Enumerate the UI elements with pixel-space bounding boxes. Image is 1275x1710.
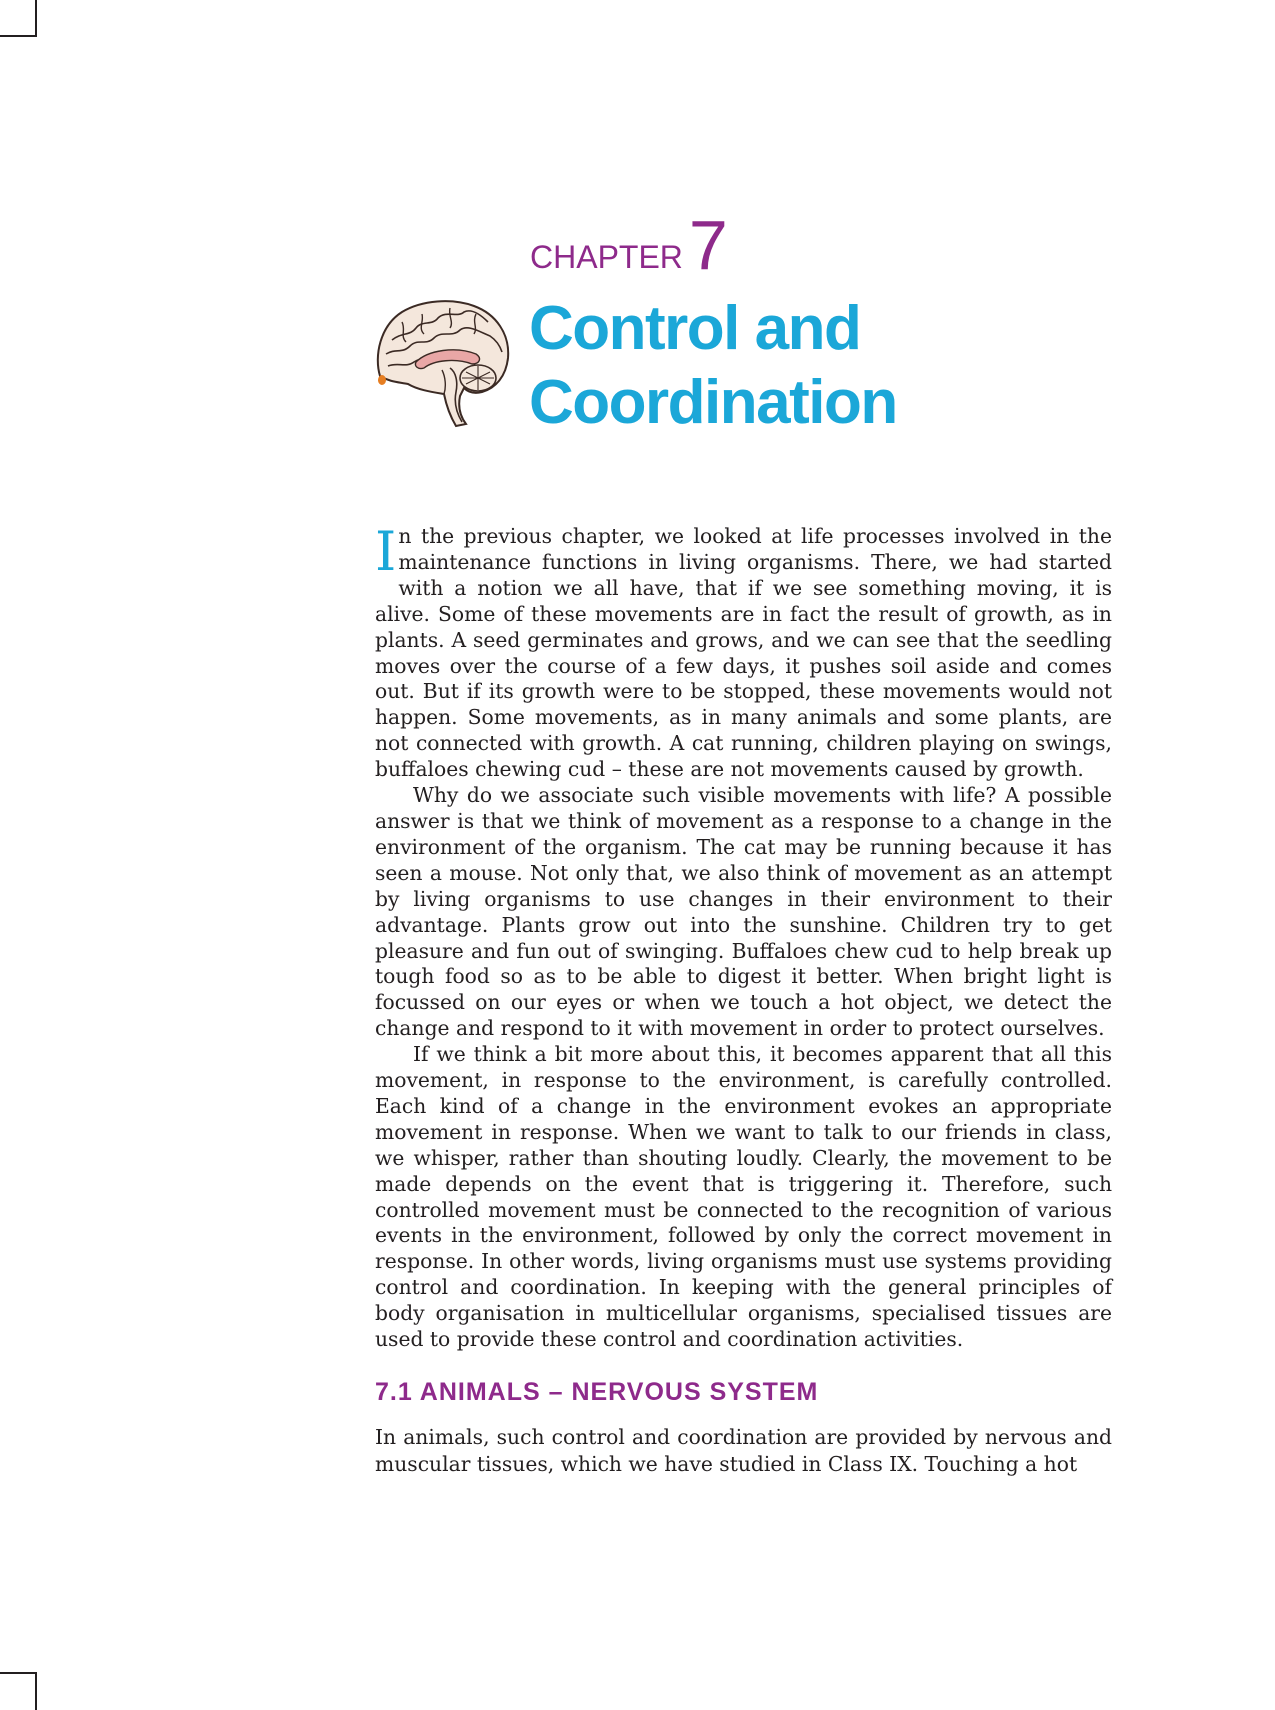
chapter-word: CHAPTER (530, 239, 683, 275)
chapter-title-line1: Control and (529, 294, 861, 363)
crop-mark-bottom (0, 1672, 37, 1710)
chapter-label (530, 206, 728, 284)
section-text: In animals, such control and coordination are provided by nervous and muscular tissues, which we have studied in Class IX. Touching a hot (375, 1425, 1112, 1476)
drop-cap: I (375, 520, 397, 583)
chapter-title-line2: Coordination (529, 368, 897, 437)
intro-text (375, 520, 1112, 1353)
chapter-title (529, 292, 897, 440)
brain-icon (372, 296, 512, 428)
intro-paragraph-2: Why do we associate such visible movements with life? A possible answer is that we think of movement as a response to a change in the environment of the organism. The cat may be running because it has seen a mouse. Not only that, we also think of movement as an attempt by living organisms to use changes in their environment to their advantage. Plants grow out into the sunshine. Children try to get pleasure and fun out of swinging. Buffaloes chew cud to help break up tough food so as to be able to digest it better. When bright light is focussed on our eyes or when we touch a hot object, we detect the change and respond to it with movement in order to protect ourselves. (375, 783, 1112, 1041)
section-heading: 7.1 ANIMALS – NERVOUS SYSTEM (375, 1378, 819, 1406)
chapter-number: 7 (688, 206, 728, 284)
intro-paragraph-1-text: n the previous chapter, we looked at life processes involved in the maintenance functions in living organisms. There, we had started with a notion we all have, that if we see something moving, it is alive. Some of these movements are in fact the result of growth, as in plants. A seed germinates and grows, and we can see that the seedling moves over the course of a few days, it pushes soil aside and comes out. But if its growth were to be stopped, these movements would not happen. Some movements, as in many animals and some plants, are not connected with growth. A cat running, children playing on swings, buffaloes chewing cud – these are not movements caused by growth. (375, 524, 1112, 782)
intro-paragraph-1 (375, 520, 1112, 783)
crop-mark-top (0, 0, 37, 37)
intro-paragraph-3: If we think a bit more about this, it becomes apparent that all this movement, in response to the environment, is carefully controlled. Each kind of a change in the environment evokes an appropriate movement in response. When we want to talk to our friends in class, we whisper, rather than shouting loudly. Clearly, the movement to be made depends on the event that is triggering it. Therefore, such controlled movement must be connected to the recognition of various events in the environment, followed by only the correct movement in response. In other words, living organisms must use systems providing control and coordination. In keeping with the general principles of body organisation in multicellular organisms, specialised tissues are used to provide these control and coordination activities. (375, 1042, 1112, 1352)
